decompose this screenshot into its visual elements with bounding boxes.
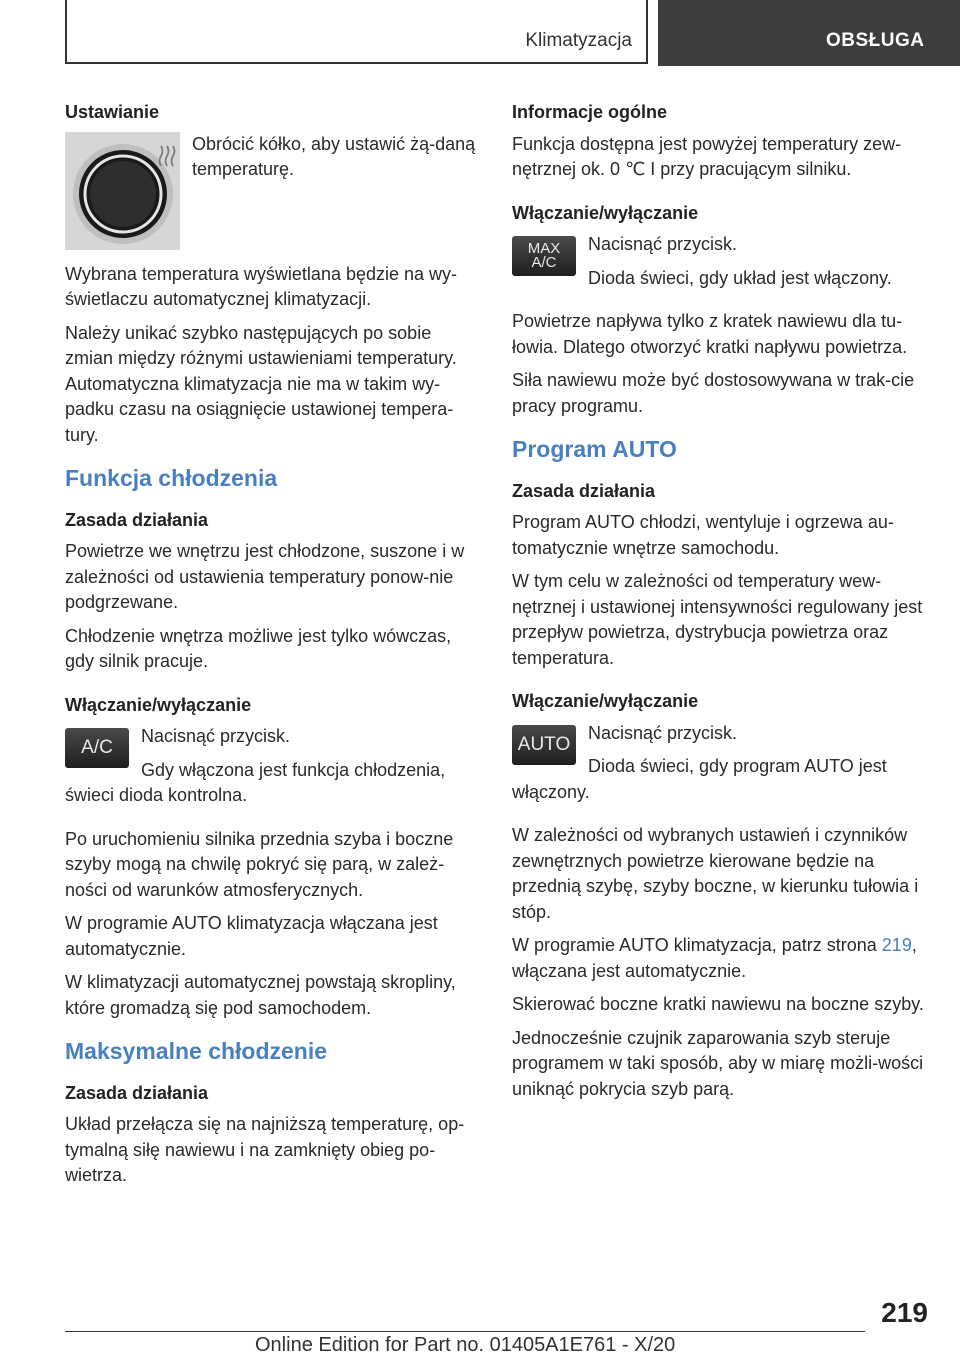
auto-onoff-text-4b: , włączana jest automatycznie. — [512, 935, 917, 981]
auto-onoff-text-5: Skierować boczne kratki nawiewu na boczne szyby. — [512, 994, 924, 1014]
cooling-onoff-text-3: Po uruchomieniu silnika przednia szyba i boczne szyby mogą na chwilę pokryć się parą, w zależ-ności od warunków atmosferycznych. — [65, 828, 454, 900]
cooling-principle-heading: Zasada działania — [65, 509, 209, 530]
cooling-principle-text-2: Chłodzenie wnętrza możliwe jest tylko wówczas, gdy silnik pracuje. — [65, 625, 452, 671]
auto-onoff-text-4a: W programie AUTO klimatyzacja, patrz strona — [512, 935, 882, 955]
general-heading: Informacje ogólne — [512, 102, 668, 122]
left-column — [65, 100, 483, 1197]
ac-button-label: A/C — [81, 737, 113, 758]
chapter-tab — [65, 0, 648, 64]
page-number: 219 — [881, 1297, 928, 1328]
ustawianie-text-3: Należy unikać szybko następujących po sobie zmian między różnymi ustawieniami temperatury. Automatyczna klimatyzacja nie ma w takim wy-padku czasu na osiągnięcie ustawionej tempera-tury. — [65, 322, 457, 445]
max-principle-heading: Zasada działania — [65, 1082, 209, 1103]
auto-button-image — [512, 725, 576, 765]
page-header — [0, 0, 960, 66]
max-onoff-text-4: Siła nawiewu może być dostosowywana w trak-cie pracy programu. — [512, 370, 915, 416]
knob-icon — [65, 132, 180, 250]
auto-principle-text-1: Program AUTO chłodzi, wentyluje i ogrzewa au-tomatycznie wnętrze samochodu. — [512, 512, 894, 558]
max-button-line-2: A/C — [531, 254, 557, 271]
cooling-onoff-text-2: Gdy włączona jest funkcja chłodzenia, świeci dioda kontrolna. — [65, 759, 446, 805]
auto-principle-heading: Zasada działania — [512, 480, 656, 501]
cooling-onoff-text-1: Nacisnąć przycisk. — [141, 726, 291, 746]
cooling-onoff-text-5: W klimatyzacji automatycznej powstają skropliny, które gromadzą się pod samochodem. — [65, 972, 456, 1018]
general-text: Funkcja dostępna jest powyżej temperatury zew-nętrznej ok. 0 ℃ I przy pracującym silniku. — [512, 133, 902, 179]
temperature-knob-image — [65, 132, 180, 250]
ustawianie-text-1: Obrócić kółko, aby ustawić żą-daną temperaturę. — [192, 133, 476, 179]
auto-onoff-text-2: Dioda świeci, gdy program AUTO jest włączony. — [512, 756, 887, 802]
page-reference-link[interactable]: 219 — [881, 935, 912, 955]
max-onoff-text-1: Nacisnąć przycisk. — [588, 234, 738, 254]
cooling-principle-text-1: Powietrze we wnętrzu jest chłodzone, suszone i w zależności od ustawienia temperatury ponow-nie podgrzewane. — [65, 541, 465, 612]
auto-onoff-heading: Włączanie/wyłączanie — [512, 691, 699, 711]
max-ac-button-image — [512, 236, 576, 276]
ustawianie-heading: Ustawianie — [65, 102, 160, 122]
footer-divider — [65, 1331, 865, 1332]
max-cooling-heading: Maksymalne chłodzenie — [65, 1038, 328, 1064]
chapter-title: Klimatyzacja — [525, 30, 632, 51]
ustawianie-text-2: Wybrana temperatura wyświetlana będzie na wy-świetlaczu automatycznej klimatyzacji. — [65, 263, 458, 309]
max-principle-text: Układ przełącza się na najniższą temperaturę, op-tymalną siłę nawiewu i na zamknięty obieg po-wietrza. — [65, 1114, 465, 1185]
section-tab — [658, 0, 960, 66]
max-button-line-1: MAX — [527, 240, 561, 257]
max-onoff-text-2: Dioda świeci, gdy układ jest włączony. — [588, 267, 892, 288]
auto-onoff-text-3: W zależności od wybranych ustawień i czynników zewnętrznych powietrze kierowane będzie na przednią szybę, szyby boczne, w kierunku tułowia i stóp. — [512, 825, 919, 922]
ac-button-image — [65, 728, 129, 768]
auto-onoff-text-4 — [512, 933, 932, 984]
max-onoff-text-3: Powietrze napływa tylko z kratek nawiewu dla tu-łowia. Dlatego otworzyć kratki napływu powietrza. — [512, 311, 908, 357]
auto-heading: Program AUTO — [512, 436, 677, 462]
auto-principle-text-2: W tym celu w zależności od temperatury wew-nętrznej i ustawionej intensywności regulowany jest przepływ powietrza, dystrybucja powietrza oraz temperatura. — [512, 571, 923, 668]
auto-onoff-text-6: Jednocześnie czujnik zaparowania szyb steruje programem w taki sposób, aby w miarę możli-wości uniknąć pokrycia szyb parą. — [512, 1027, 924, 1099]
auto-onoff-text-1: Nacisnąć przycisk. — [588, 722, 738, 743]
cooling-heading: Funkcja chłodzenia — [65, 465, 278, 491]
right-column — [512, 100, 932, 1110]
cooling-onoff-heading: Włączanie/wyłączanie — [65, 694, 252, 715]
section-title: OBSŁUGA — [826, 30, 925, 51]
auto-button-label: AUTO — [517, 733, 571, 755]
cooling-onoff-text-4: W programie AUTO klimatyzacja włączana jest automatycznie. — [65, 913, 438, 959]
footer-edition: Online Edition for Part no. 01405A1E761 - X/20 — [255, 1334, 676, 1356]
max-onoff-heading: Włączanie/wyłączanie — [512, 202, 699, 223]
